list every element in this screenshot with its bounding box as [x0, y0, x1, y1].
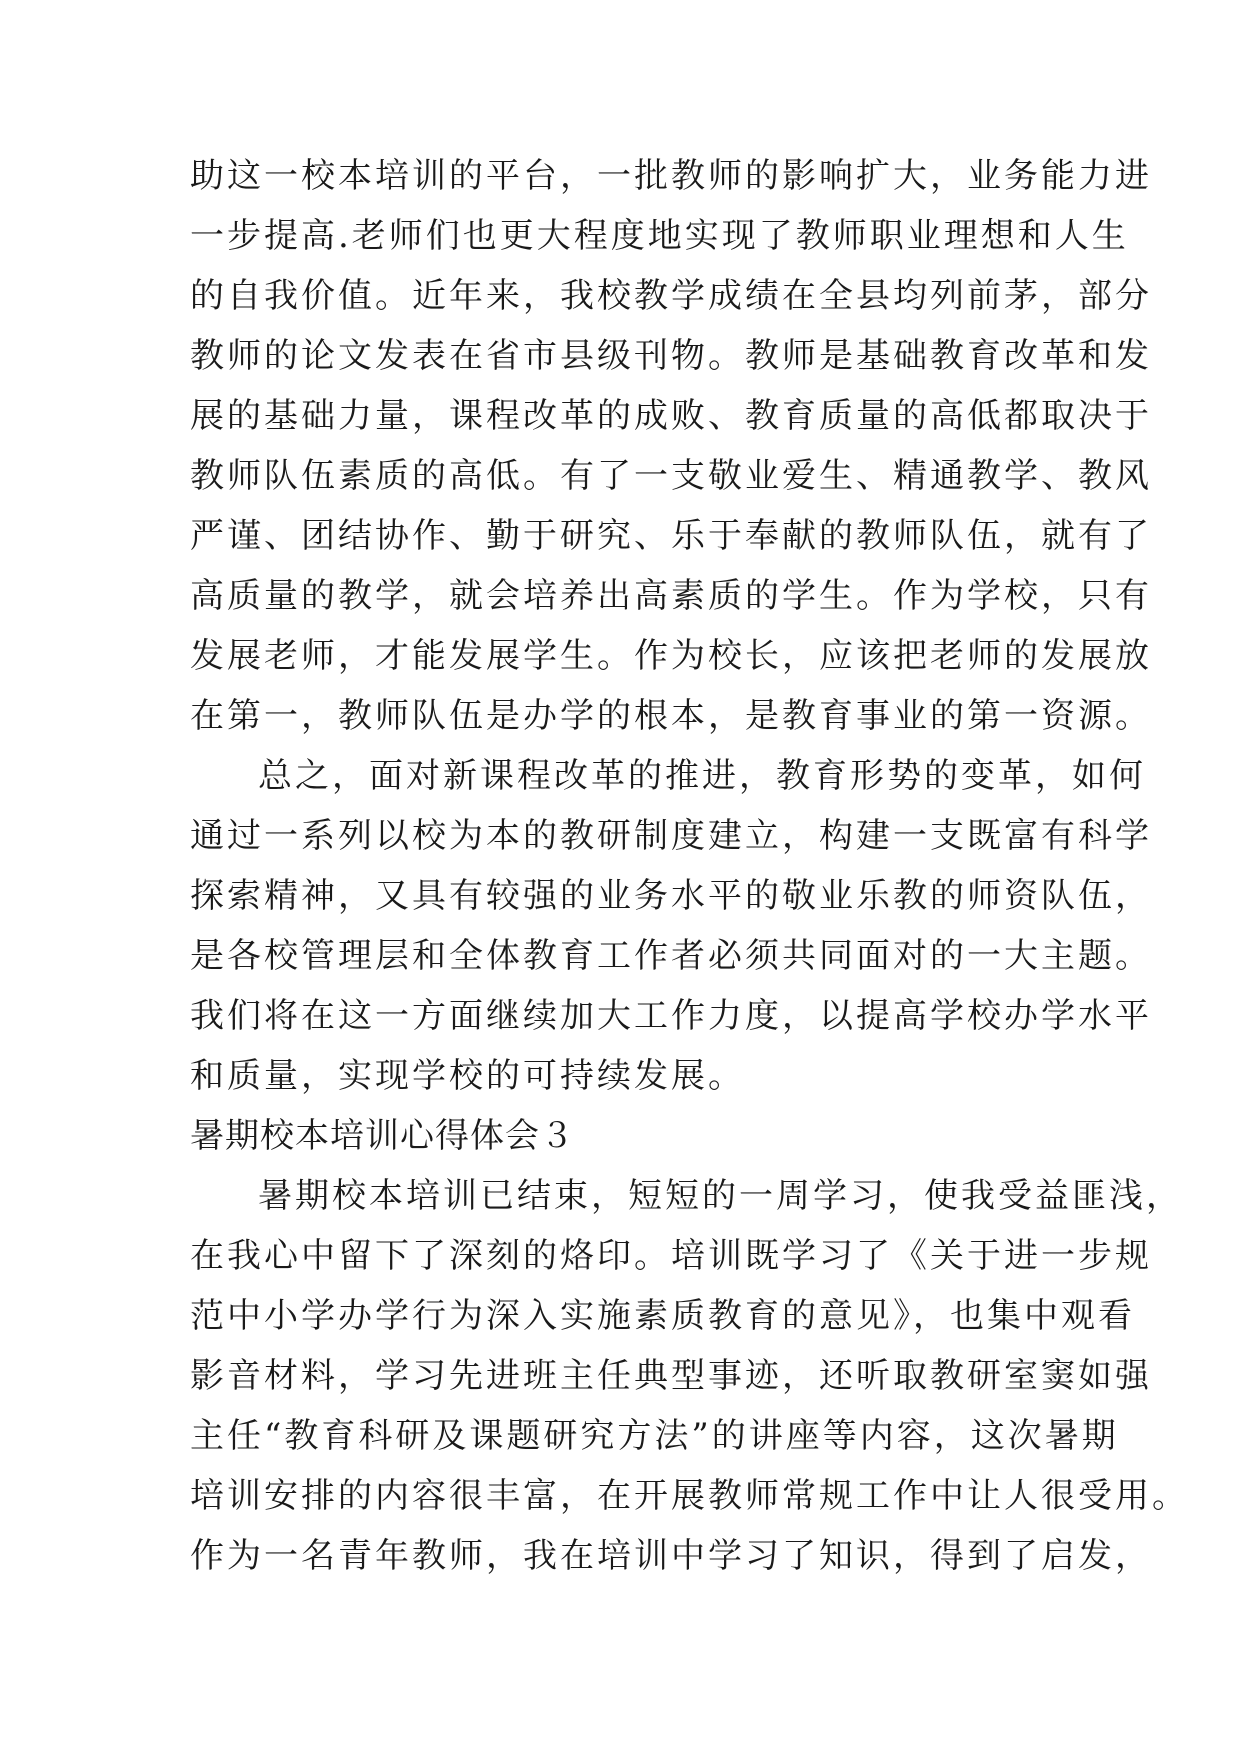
text-line: 影音材料，学习先进班主任典型事迹，还听取教研室窦如强 [190, 1356, 1152, 1396]
text-line: 作为一名青年教师，我在培训中学习了知识，得到了启发， [190, 1536, 1152, 1576]
text-line: 的自我价值。近年来，我校教学成绩在全县均列前茅，部分 [190, 276, 1152, 316]
text-line: 教师的论文发表在省市县级刊物。教师是基础教育改革和发 [190, 336, 1152, 376]
text-line: 高质量的教学，就会培养出高素质的学生。作为学校，只有 [190, 576, 1152, 616]
text-line: 探索精神，又具有较强的业务水平的敬业乐教的师资队伍， [190, 876, 1152, 916]
paragraph-summer-training [190, 1166, 1189, 1586]
document-body [190, 146, 1189, 1586]
text-line: 教师队伍素质的高低。有了一支敬业爱生、精通教学、教风 [190, 456, 1152, 496]
text-line: 我们将在这一方面继续加大工作力度，以提高学校办学水平 [190, 996, 1152, 1036]
text-line: 在第一，教师队伍是办学的根本，是教育事业的第一资源。 [190, 696, 1152, 736]
text-line: 范中小学办学行为深入实施素质教育的意见》，也集中观看 [190, 1296, 1135, 1336]
text-line: 通过一系列以校为本的教研制度建立，构建一支既富有科学 [190, 816, 1152, 856]
text-line: 是各校管理层和全体教育工作者必须共同面对的一大主题。 [190, 936, 1152, 976]
paragraph-conclusion [190, 746, 1152, 1106]
text-line: 主任“教育科研及课题研究方法”的讲座等内容，这次暑期 [190, 1416, 1119, 1456]
text-line: 发展老师，才能发展学生。作为校长，应该把老师的发展放 [190, 636, 1152, 676]
text-line: 培训安排的内容很丰富，在开展教师常规工作中让人很受用。 [190, 1476, 1189, 1516]
paragraph-teacher-development [190, 146, 1152, 746]
text-line: 严谨、团结协作、勤于研究、乐于奉献的教师队伍，就有了 [190, 516, 1152, 556]
text-line: 暑期校本培训已结束，短短的一周学习，使我受益匪浅， [258, 1176, 1183, 1216]
section-heading: 暑期校本培训心得体会３ [190, 1116, 575, 1156]
text-line: 和质量，实现学校的可持续发展。 [190, 1056, 745, 1096]
text-line: 展的基础力量，课程改革的成败、教育质量的高低都取决于 [190, 396, 1152, 436]
text-line: 助这一校本培训的平台，一批教师的影响扩大，业务能力进 [190, 156, 1152, 196]
text-line: 在我心中留下了深刻的烙印。培训既学习了《关于进一步规 [190, 1236, 1152, 1276]
text-line: 总之，面对新课程改革的推进，教育形势的变革，如何 [258, 756, 1146, 796]
text-line: 一步提高.老师们也更大程度地实现了教师职业理想和人生 [190, 216, 1129, 256]
